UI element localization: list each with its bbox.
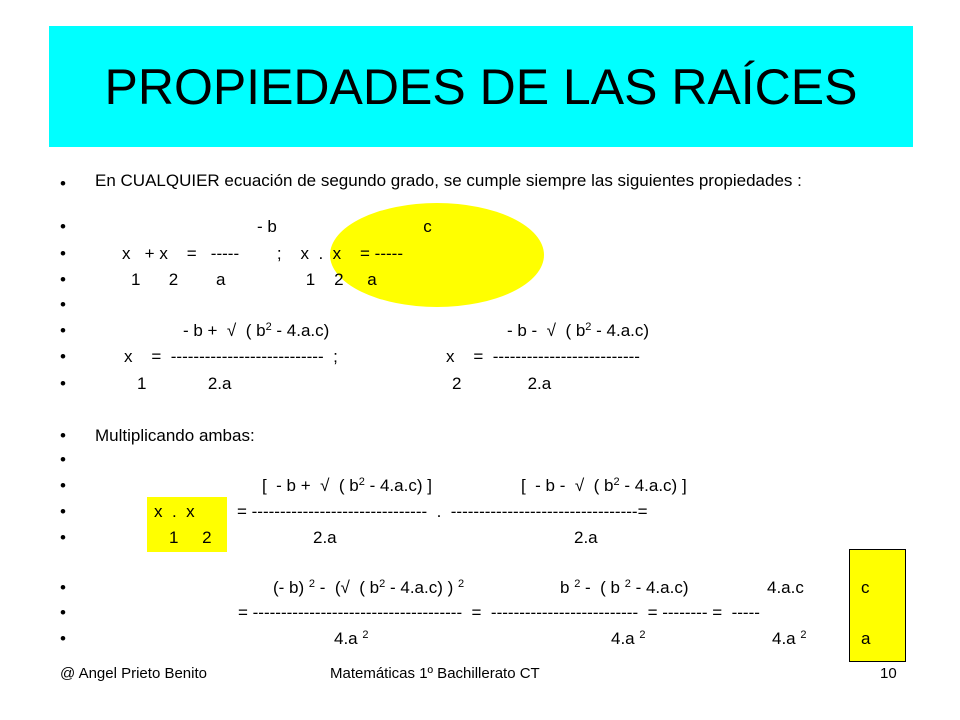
slide-title: PROPIEDADES DE LAS RAÍCES [104, 59, 858, 115]
bullet: • [60, 174, 66, 193]
product-subscripts: 1 2 [169, 528, 212, 547]
title-banner [49, 26, 913, 147]
bullet: • [60, 450, 66, 469]
bullet: • [60, 426, 66, 445]
final-denominator-4: a [861, 629, 871, 648]
final-numerator-2: b $^2$ - ( b $^2$ - 4.a.c) [560, 578, 689, 597]
root2-fraction-bar: x = -------------------------- [446, 347, 640, 366]
root2-denominator: 2 2.a [452, 374, 552, 393]
bullet: • [60, 347, 66, 366]
bullet: • [60, 603, 66, 622]
bullet: • [60, 528, 66, 547]
bullet: • [60, 578, 66, 597]
root1-numerator: - b + √ ( $b^2 - 4.a.c$) [183, 321, 330, 340]
product-numerator-a: [ - b + √ ( $b^2 - 4.a.c$) ] [262, 476, 432, 495]
product-denominator-a: 2.a [313, 528, 337, 547]
multiplicando-text: Multiplicando ambas: [95, 426, 255, 445]
footer-course: Matemáticas 1º Bachillerato CT [330, 665, 540, 682]
root1-denominator: 1 2.a [137, 374, 232, 393]
final-numerator-4: c [861, 578, 870, 597]
highlight-result-box [849, 549, 906, 662]
footer-page-number: 10 [880, 665, 897, 682]
bullet: • [60, 244, 66, 263]
bullet: • [60, 476, 66, 495]
final-numerator-3: 4.a.c [767, 578, 804, 597]
bullet: • [60, 295, 66, 314]
sumprod-line-3: 1 2 a 1 2 a [131, 270, 377, 289]
bullet: • [60, 321, 66, 340]
final-denominator-1: 4.a $^2$ [334, 629, 369, 648]
final-denominator-2: 4.a $^2$ [611, 629, 646, 648]
bullet: • [60, 217, 66, 236]
bullet: • [60, 629, 66, 648]
product-fraction-bar: = ------------------------------- . ---------------------------------= [237, 502, 648, 521]
product-lhs: x . x [154, 502, 195, 521]
sumprod-line-2: x + x = ----- ; x . x = ----- [122, 244, 403, 263]
bullet: • [60, 374, 66, 393]
final-fraction-bars: = ------------------------------------- = -------------------------- = -------- = ----- [238, 603, 760, 622]
root2-numerator: - b - √ ( $b^2 - 4.a.c$) [507, 321, 650, 340]
product-denominator-b: 2.a [574, 528, 598, 547]
final-denominator-3: 4.a $^2$ [772, 629, 807, 648]
intro-text: En CUALQUIER ecuación de segundo grado, se cumple siempre las siguientes propiedades : [95, 171, 802, 190]
sumprod-line-1: - b c [257, 217, 432, 236]
root1-fraction-bar: x = --------------------------- ; [124, 347, 338, 366]
bullet: • [60, 270, 66, 289]
footer-author: @ Angel Prieto Benito [60, 665, 207, 682]
product-numerator-b: [ - b - √ ( $b^2 - 4.a.c$) ] [521, 476, 687, 495]
final-numerator-1: (- b) $^2$ - (√ ( $b^2 - 4.a.c$) ) $^2$ [273, 578, 465, 597]
bullet: • [60, 502, 66, 521]
